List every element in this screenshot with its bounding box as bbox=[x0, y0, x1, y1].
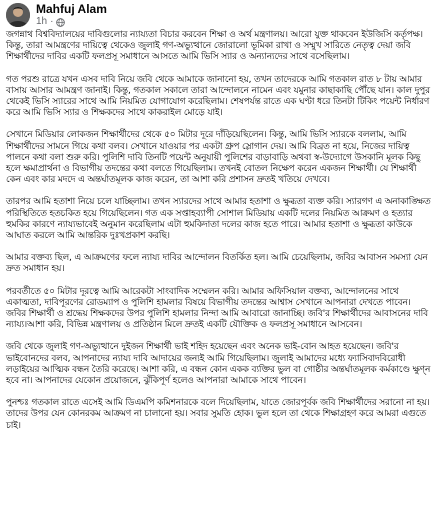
post-paragraph: তারপর আমি হতাশা নিয়ে চলে যাচ্ছিলাম। তখন স্যারদের সাথে আমার হতাশা ও ক্ষুব্ধতা ব্যক্ত করি। স্যারগণ এ অনাকাঙ্ক্ষিত পরিস্থিতিতে হতচকিত হয়ে গিয়েছিলেন। গত এক সপ্তাহব্যাপী সোশাল মিডিয়ায় একটি দলের নিয়মিত আক্রমণ ও হত্যার হুমকির কারণে ন্যায্যভাবেই অনুমান করেছিলাম এটা হুমকিদাতা দলের কাজ হতে পারে। আমার হতাশা ও ক্ষুব্ধতা কাউকে আঘাত করলে আমি আন্তরিক দুঃখপ্রকাশ করছি। bbox=[6, 197, 431, 242]
dot-separator: · bbox=[50, 16, 54, 28]
post-time[interactable]: 1h bbox=[36, 16, 48, 28]
avatar[interactable] bbox=[6, 3, 30, 27]
post-paragraph: পরবর্তীতে ৫০ মিটার দূরত্বে আমি আরেকটা সাংবাদিক সম্মেলন করি। আমার অফিসিয়াল বক্তব্য, আন্দোলনের সাথে একাত্মতা, দাবিপূরণের রোডম্যাপ ও পুলিশি হামলার বিষয়ে বিভাগীয় তদন্তের আশ্বাস সেখানে আপনারা দেখতে পাবেন। জবির শিক্ষার্থী ও শ্রদ্ধেয় শিক্ষকদের উপর পুলিশি হামলার নিন্দা আমি আবারো জানাচ্ছি। জবি'র শিক্ষার্থীদের আবাসনের দাবি ন্যায্য।আশা করি, বিভিন্ন মন্ত্রণালয় ও প্রতিষ্ঠান মিলে দ্রুতই একটি যৌক্তিক ও ফলপ্রসূ সমাধানে আসবেন। bbox=[6, 286, 428, 331]
post-paragraph: পুনশ্চঃ গতকাল রাতে এসেই আমি ডিএমপি কমিশনারকে বলে দিয়েছিলাম, যাতে জোরপূর্বক জবি শিক্ষার্থীদের সরানো না হয়। তাদের উপর যেন কোনরকম আক্রমণ না চালানো হয়। সবার সুমতি হোক। ভুল হলে তা থেকে শিক্ষাগ্রহণ করে আমরা এগুতে চাই। bbox=[6, 398, 430, 431]
post-subline bbox=[36, 16, 107, 28]
author-name[interactable]: Mahfuj Alam bbox=[36, 2, 107, 16]
post-body bbox=[6, 30, 431, 432]
post-paragraph: আমার বক্তব্য ছিল, এ আক্রমণের ফলে ন্যায্য দাবির আন্দোলন বিতর্কিত হল। আমি চেয়েছিলাম, জবির আবাসন সমস্যা যেন দ্রুত সমাধান হয়। bbox=[6, 253, 428, 275]
post-paragraph: জবি থেকে জুলাই গণ-অভ্যুত্থানে দুইজন শিক্ষার্থী ভাই শহিদ হয়েছেন এবং অনেক ভাই-বোন আহত হয়েছেন। জবি'র ভাইবোনদের বলব, আপনাদের ন্যায্য দাবি আদায়ের জন্যই আমি গিয়েছিলাম। জুলাই আমাদের মধ্যে ফ্যাসিবাদবিরোধী লড়াইয়ের আত্মিক বন্ধন তৈরি করেছে। আশা করি, এ বন্ধন কোন একক ব্যক্তির ভুল বা গোষ্ঠীর অন্তর্ঘাতমূলক কর্মকাণ্ডে ক্ষুণ্ন হবে না। আপনাদের যেকোন প্রয়োজনে, ঝুঁকিপূর্ণ হলেও আপনারা আমাকে সাথে পাবেন। bbox=[6, 342, 431, 387]
post-paragraph: সেখানে মিডিয়ার লোকজন শিক্ষার্থীদের থেকে ৫০ মিটার দূরে দাঁড়িয়েছিলেন। কিন্তু, আমি ভিসি স্যারকে বললাম, আমি শিক্ষার্থীদের সামনে গিয়ে কথা বলব। সেখানে যাওয়ার পর একটা গ্রুপ স্লোগান দেয়। আমি বিব্রত না হয়ে, নিজের দায়িত্ব পালনে কথা বলা শুরু করি। পুলিশি দাবি তিনটি পয়েন্ট অনুযায়ী পুলিশের বাড়াবাড়ি অথবা স্ব-উদ্যোগে উসকানি মূলক কিছু হলে ক্ষমাপ্রার্থনা ও বিভাগীয় তদন্তের কথা বলতে গিয়েছিলাম। তখনই বোতল নিক্ষেপ করেন একজন শিক্ষার্থী। যে শিক্ষার্থী কেন এবং কার মদদে এ অন্তর্ঘাতমূলক কাজ করেন, তা আশা করি প্রশাসন দ্রুতই খতিয়ে দেখবে। bbox=[6, 130, 421, 186]
profile-photo-icon bbox=[6, 3, 30, 27]
post-paragraph: গত পরশু রাত্রে যখন এসব দাবি নিয়ে জবি থেকে আমাকে জানানো হয়, তখন তাদেরকে আমি গতকাল রাত ৮ টায় আমার বাসায় আসার আমন্ত্রণ জানাই। কিন্তু, গতকাল সকালে তারা আন্দোলনে নামেন এবং যমুনার কাছাকাছি পৌঁছে যান। কাল দুপুর থেকেই ভিসি স্যারের সাথে আমি নিয়মিত যোগাযোগ করেছিলাম। শেষপর্যন্ত রাতে এক ঘণ্টা ধরে তিনটা টিকিং পয়েন্ট নির্ধারণ করে আমি ভিসি স্যার ও শিক্ষকদের সাথে কাকরাইল মোড়ে যাই। bbox=[6, 74, 430, 119]
post-paragraph: জগন্নাথ বিশ্ববিদ্যালয়ের দাবিগুলোর ন্যায্যতা বিচার করবেন শিক্ষা ও অর্থ মন্ত্রণালয়। আরো যুক্ত থাকবেন ইউজিসি কর্তৃপক্ষ। কিন্তু, তারা আমন্ত্রণের দায়িত্বে থেকেও জুলাই গণ-অভ্যুত্থানে জোরালো ভূমিকা রাখা ও সম্মুখ সারিতে নেতৃত্ব দেয়া জবি শিক্ষার্থীদের দাবির একটি ফলপ্রসূ সমাধানে আসতে আমি ভিসি স্যার ও অন্যান্যদের সাথে বসেছিলাম। bbox=[6, 30, 423, 63]
post-header bbox=[6, 0, 431, 30]
globe-icon bbox=[56, 18, 65, 27]
post-meta bbox=[36, 2, 107, 28]
